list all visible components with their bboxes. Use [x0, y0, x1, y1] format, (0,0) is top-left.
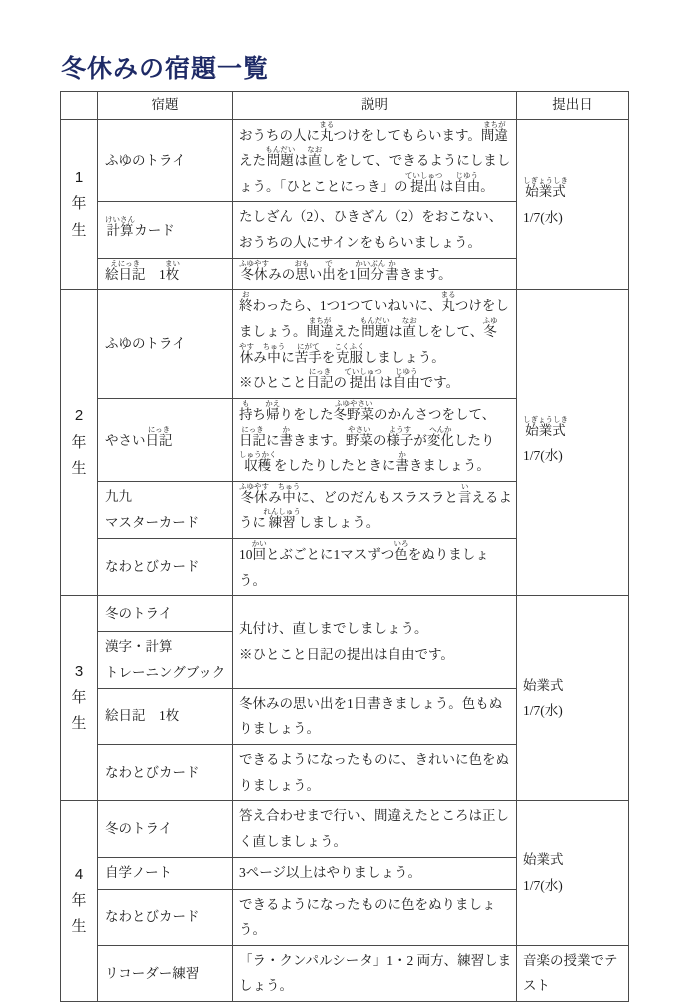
grade-char: 1 — [61, 165, 97, 191]
description-cell: できるようになったものに色をぬりましょう。 — [233, 889, 517, 945]
homework-cell: 冬のトライ — [98, 596, 233, 632]
description-cell: たしざん（2）、ひきざん（2）をおこない、おうちの人にサインをもらいましょう。 — [233, 202, 517, 258]
homework-cell: 計算けいさんカード — [98, 202, 233, 258]
due-date-cell: 始業式しぎょうしき 1/7(水) — [517, 290, 629, 596]
grade-char: 3 — [61, 659, 97, 685]
grade-cell — [61, 119, 98, 290]
homework-cell: 絵日記 1枚 — [98, 688, 233, 744]
table-row — [61, 596, 629, 632]
due-date-cell: 始業式しぎょうしき 1/7(水) — [517, 119, 629, 290]
description-cell: 答え合わせまで行い、間違えたところは正しく直しましょう。 — [233, 801, 517, 857]
description-cell: おうちの人に丸まるつけをしてもらいます。間違まちがえた問題もんだいは直なおしをして、できるようにしましょう。「ひとことにっき」の提出ていしゅつは自由じゆう。 — [233, 119, 517, 202]
grade-char: 4 — [61, 862, 97, 888]
grade-char: 年 — [61, 430, 97, 456]
description-cell: 冬休ふゆやすみの思おもい出でを1回分かいぶん書かきます。 — [233, 258, 517, 290]
grade-char: 生 — [61, 914, 97, 940]
page-title: 冬休みの宿題一覧 — [61, 56, 628, 84]
grade-char: 2 — [61, 403, 97, 429]
description-cell: 10回かいとぶごとに1マスずつ色いろをぬりましょう。 — [233, 539, 517, 596]
homework-cell: ふゆのトライ — [98, 290, 233, 399]
description-cell: 冬休みの思い出を1日書きましょう。色もぬりましょう。 — [233, 688, 517, 744]
description-cell: 持もち帰かえりをした冬野菜ふゆやさいのかんさつをして、日記にっきに書かきます。野菜やさいの様子ようすが変化へんかしたり収穫しゅうかくをしたりしたときに書かきましょう。 — [233, 398, 517, 481]
header-row — [61, 91, 629, 119]
homework-cell: なわとびカード — [98, 744, 233, 800]
table-row — [61, 801, 629, 857]
grade-cell — [61, 596, 98, 801]
description-cell: 冬休ふゆやすみ中ちゅうに、どのだんもスラスラと言いえるように練習れんしゅうしましょう。 — [233, 481, 517, 538]
table-row — [61, 119, 629, 202]
due-date-cell: 始業式 1/7(水) — [517, 801, 629, 946]
homework-cell: ふゆのトライ — [98, 119, 233, 202]
grade-char: 生 — [61, 456, 97, 482]
homework-cell: 九九 マスターカード — [98, 481, 233, 538]
grade-char: 年 — [61, 888, 97, 914]
description-cell: できるようになったものに、きれいに色をぬりましょう。 — [233, 744, 517, 800]
table-row — [61, 290, 629, 399]
homework-table-body — [61, 119, 629, 1002]
homework-cell: 冬のトライ — [98, 801, 233, 857]
due-date-cell: 音楽の授業でテスト — [517, 945, 629, 1001]
homework-cell: 漢字・計算 トレーニングブック — [98, 632, 233, 688]
grade-char: 年 — [61, 191, 97, 217]
grade-cell — [61, 801, 98, 1002]
homework-cell: なわとびカード — [98, 539, 233, 596]
description-cell: 丸付け、直しまでしましょう。 ※ひとこと日記の提出は自由です。 — [233, 596, 517, 688]
grade-char: 年 — [61, 685, 97, 711]
header-grade — [61, 91, 98, 119]
homework-cell: リコーダー練習 — [98, 945, 233, 1001]
grade-char: 生 — [61, 711, 97, 737]
due-date-cell: 始業式 1/7(水) — [517, 596, 629, 801]
grade-char: 生 — [61, 218, 97, 244]
homework-table — [60, 91, 629, 1002]
description-cell: 「ラ・クンパルシータ」1・2 両方、練習しましょう。 — [233, 945, 517, 1001]
grade-cell — [61, 290, 98, 596]
description-cell: 3ページ以上はやりましょう。 — [233, 857, 517, 889]
header-homework: 宿題 — [98, 91, 233, 119]
description-cell: 終おわったら、1つ1つていねいに、丸まるつけをしましょう。間違まちがえた問題もんだいは直なおしをして、冬ふゆ休やすみ中ちゅうに苦手にがてを克服こくふくしましょう。 ※ひとこと日記にっきの提出ていしゅつは自由じゆうです。 — [233, 290, 517, 399]
homework-cell: 絵日記えにっき 1枚まい — [98, 258, 233, 290]
homework-cell: なわとびカード — [98, 889, 233, 945]
header-due-date: 提出日 — [517, 91, 629, 119]
table-row — [61, 945, 629, 1001]
header-description: 説明 — [233, 91, 517, 119]
homework-cell: 自学ノート — [98, 857, 233, 889]
homework-cell: やさい日記にっき — [98, 398, 233, 481]
